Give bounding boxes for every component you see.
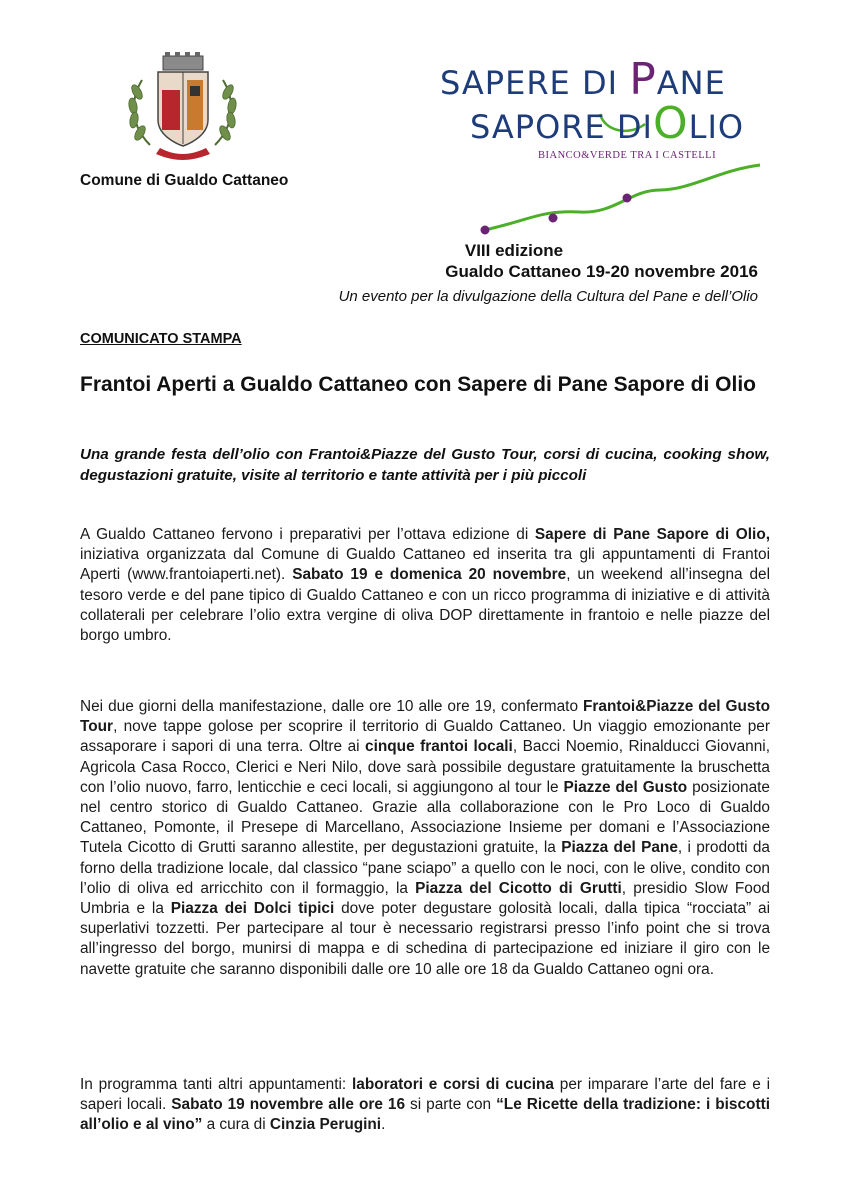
logo-tagline: BIANCO&VERDE TRA I CASTELLI <box>538 150 717 161</box>
edition-place-dates: Gualdo Cattaneo 19-20 novembre 2016 <box>445 262 758 281</box>
article-subtitle: Una grande festa dell’olio con Frantoi&Piazze del Gusto Tour, corsi di cucina, cooking show, degustazioni gratuite, visite al territorio e tante attività per i più piccoli <box>80 446 770 484</box>
logo-line-2: SAPORE DIOLIO <box>470 98 745 149</box>
body-paragraph-3: In programma tanti altri appuntamenti: laboratori e corsi di cucina per imparare l’arte del fare e i saperi locali. Sabato 19 novembre alle ore 16 si parte con “Le Ricette della tradizione: i biscotti all’olio e al vino” a cura di Cinzia Perugini. <box>80 1076 770 1134</box>
press-release-label: COMUNICATO STAMPA <box>80 331 242 347</box>
body-paragraph-1: A Gualdo Cattaneo fervono i preparativi per l’ottava edizione di Sapere di Pane Sapore di Olio, iniziativa organizzata dal Comune di Gualdo Cattaneo ed inserita tra gli appuntamenti di Frantoi Aperti (www.frantoiaperti.net). Sabato 19 e domenica 20 novembre, un weekend all’insegna del tesoro verde e del pane tipico di Gualdo Cattaneo e con un ricco programma di iniziative e di attività collaterali per celebrare l’olio extra vergine di oliva DOP direttamente in frantoio e nelle piazze del borgo umbro. <box>80 526 771 645</box>
event-logo <box>430 40 770 260</box>
municipal-crest-icon <box>120 50 245 162</box>
body-paragraph-2: Nei due giorni della manifestazione, dalle ore 10 alle ore 19, confermato Frantoi&Piazze del Gusto Tour, nove tappe golose per scoprire il territorio di Gualdo Cattaneo. Un viaggio emozionante per assaporare i sapori di una terra. Oltre ai cinque frantoi locali, Bacci Noemio, Rinalducci Giovanni, Agricola Casa Rocco, Clerici e Neri Nilo, dove sarà possibile degustare gratuitamente la bruschetta con l’olio nuovo, farro, lenticchie e ceci locali, si aggiungono al tour le Piazze del Gusto posizionate nel centro storico di Gualdo Cattaneo. Grazie alla collaborazione con le Pro Loco di Gualdo Cattaneo, Pomonte, il Presepe di Marcellano, Associazione Insieme per domani e l’Associazione Tutela Cicotto di Grutti saranno allestite, per degustazioni gratuite, la Piazza del Pane, i prodotti da forno della tradizione locale, dal classico “pane sciapo” a quello con le noci, con le olive, condito con l’olio di oliva ed arricchito con il formaggio, la Piazza del Cicotto di Grutti, presidio Slow Food Umbria e la Piazza dei Dolci tipici dove poter degustare golosità locali, dalla tipica “rocciata” ai superlativi tozzetti. Per partecipare al tour è necessario registrarsi presso l’info point che si trova all’ingresso del borgo, munirsi di mappa e di schedina di partecipazione ed iniziare il giro con le navette gratuite che saranno disponibili dalle ore 10 alle ore 18 da Gualdo Cattaneo ogni ora. <box>80 698 770 978</box>
municipality-name: Comune di Gualdo Cattaneo <box>80 172 289 189</box>
article-title: Frantoi Aperti a Gualdo Cattaneo con Sapere di Pane Sapore di Olio <box>80 373 757 396</box>
logo-line-1: SAPERE DI PANE <box>440 54 726 105</box>
edition-label: VIII edizione <box>464 241 564 260</box>
edition-tagline: Un evento per la divulgazione della Cultura del Pane e dell’Olio <box>338 288 758 305</box>
